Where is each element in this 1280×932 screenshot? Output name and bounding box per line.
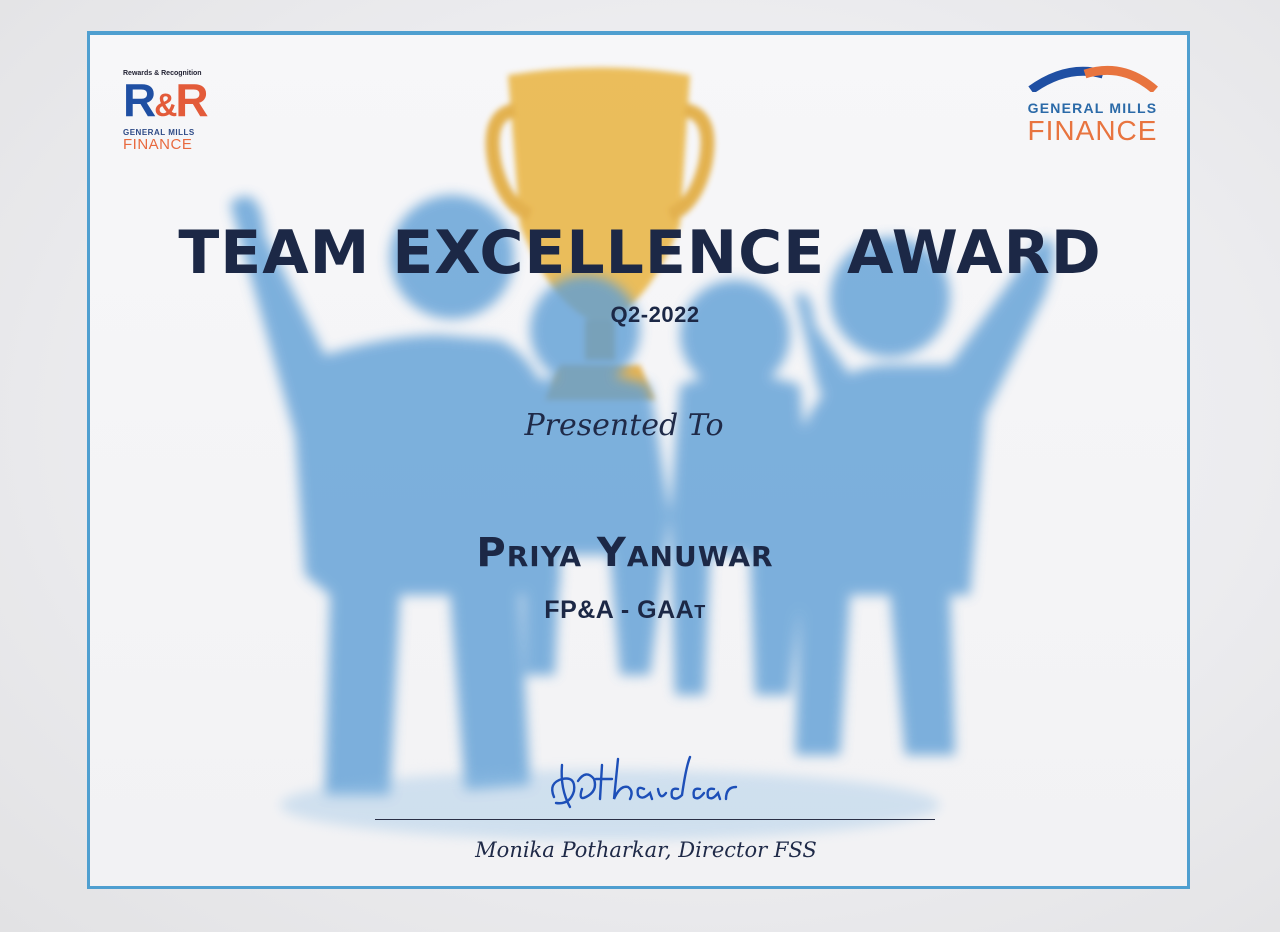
gm-company: GENERAL MILLS [1027,100,1158,116]
recipient-name: Priya Yanuwar [476,530,774,576]
rr-company: GENERAL MILLS [123,128,195,137]
recipient-department: FP&A - GAAt [544,596,706,624]
signature-line [375,819,935,820]
gm-division: FINANCE [1027,115,1158,146]
award-period: Q2-2022 [610,302,700,327]
rr-division: FINANCE [123,136,193,153]
rewards-recognition-logo [123,70,223,153]
signer-name-title: Monika Potharkar, Director FSS [475,838,817,862]
award-title: TEAM EXCELLENCE AWARD [178,218,1102,288]
gm-arc-icon [1027,64,1159,92]
handwritten-signature [540,745,770,820]
rr-tagline: Rewards & Recognition [123,70,202,77]
general-mills-finance-logo [1005,64,1180,146]
presented-to-label: Presented To [524,408,724,443]
rr-mark: R&R [123,74,207,126]
